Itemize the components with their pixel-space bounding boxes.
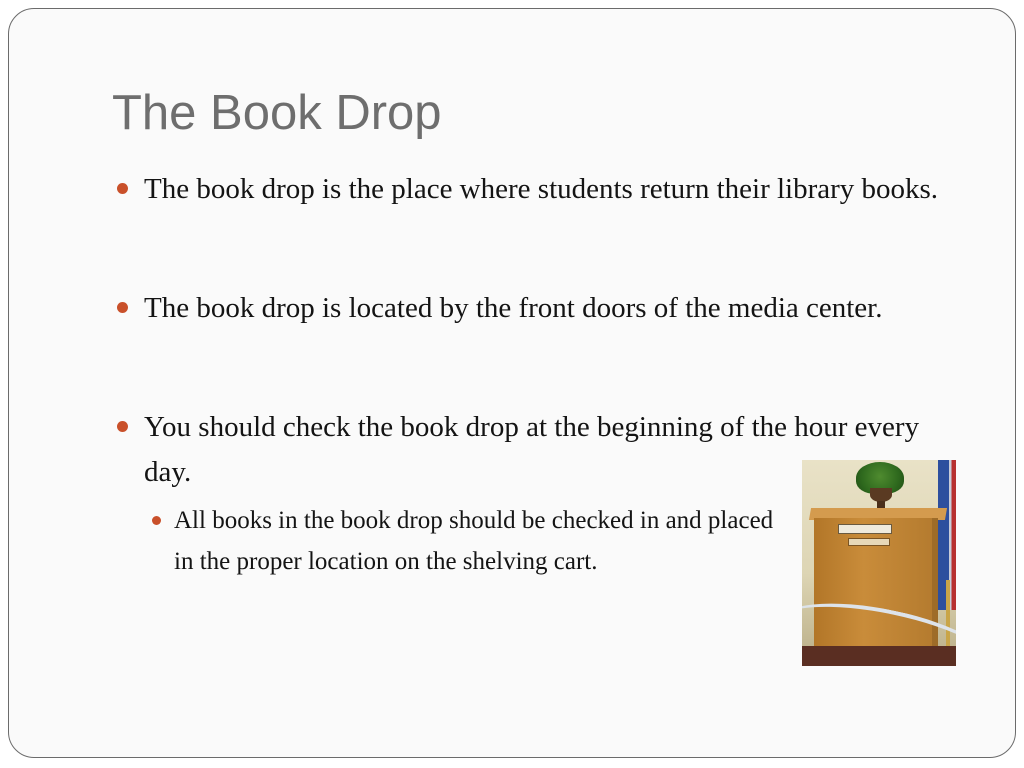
slide-title: The Book Drop <box>112 86 442 140</box>
bullet-dot-icon <box>117 302 128 313</box>
bullet-text: The book drop is located by the front doors of the media center. <box>144 292 883 324</box>
bullet-text: You should check the book drop at the beginning of the hour every day. <box>144 411 920 488</box>
bullet-item <box>144 286 964 331</box>
sub-bullet-item <box>174 500 786 582</box>
cabinet-sign <box>838 524 892 534</box>
bullet-dot-icon <box>117 421 128 432</box>
book-drop-photo <box>802 460 956 666</box>
bullet-item <box>144 167 964 212</box>
bullet-dot-icon <box>152 516 161 525</box>
bullet-dot-icon <box>117 183 128 194</box>
book-return-slot <box>848 538 890 546</box>
urn-icon <box>870 488 892 502</box>
bullet-text: The book drop is the place where students return their library books. <box>144 173 939 205</box>
sub-bullet-text: All books in the book drop should be checked in and placed in the proper location on the shelving cart. <box>174 507 774 575</box>
